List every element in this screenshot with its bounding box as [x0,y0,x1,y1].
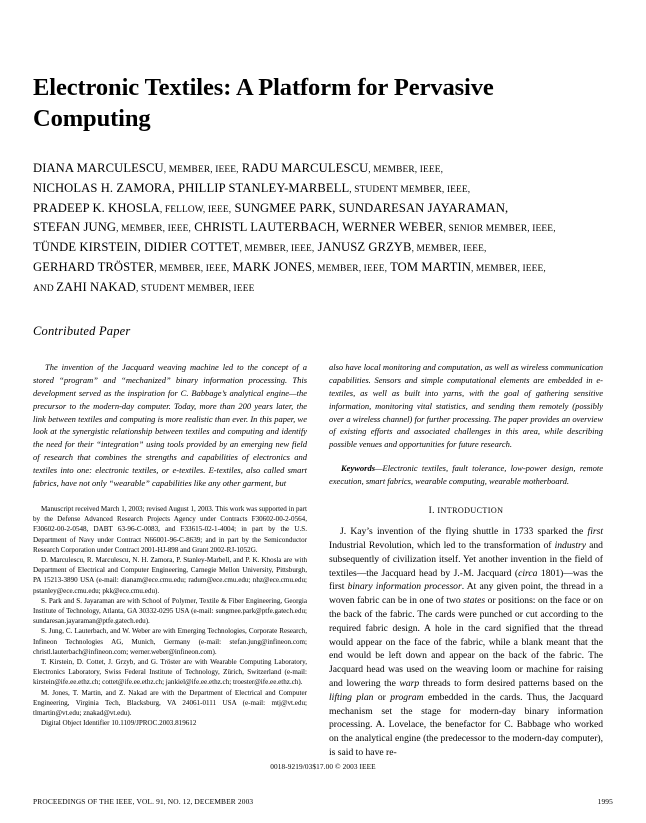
author-name: WERNER WEBER [342,220,444,235]
author-membership-rank: , MEMBER, IEEE, [411,244,487,255]
intro-em-binary-processor: binary information processor [347,581,462,593]
footnote-affiliation-vt: M. Jones, T. Martin, and Z. Nakad are with the Department of Electrical and Computer Engineering, Virginia Tech, Blacksburg, VA 24061-0111 USA (e-mail: mtj@vt.edu; tlmartin@vt.edu; znakad@vt.edu). [33,688,307,718]
author-membership-rank: , MEMBER, IEEE, [163,164,239,175]
intro-run-3: and subsequently of civilization itself. Yet another invention in the field of textiles—the Jacquard head by J.-M. Jacquard ( [329,539,603,579]
introduction-paragraph [329,525,603,760]
author-name: SUNDARESAN JAYARAMAN [338,200,506,215]
author-name: STEFAN JUNG [33,220,117,235]
keywords-line [329,462,603,488]
page-title: Electronic Textiles: A Platform for Pervasive Computing [33,74,494,133]
author-name: GERHARD TRÖSTER [33,260,155,275]
author-membership-rank: , MEMBER, IEEE, [239,244,315,255]
section-number: I. [428,506,435,517]
author-membership-rank: , STUDENT MEMBER, IEEE, [349,184,471,195]
author-membership-rank: , SENIOR MEMBER, IEEE, [443,224,556,235]
intro-em-program: program [390,691,424,703]
keywords-label: Keywords [341,463,375,474]
author-membership-rank: , MEMBER, IEEE, [116,224,191,235]
author-list [33,159,599,298]
author-name: DIANA MARCULESCU [33,160,164,175]
footnote-affiliation-infineon: S. Jung, C. Lauterbach, and W. Weber are with Emerging Technologies, Corporate Research, Infineon Technologies AG, Munich, Germany (e-mail: stefan.jung@infineon.com; christl.lauterbach@infineon.com; werner.weber@infineon.com). [33,627,307,656]
intro-run-7: threads to form desired patterns based on the [419,678,604,690]
page-content [33,0,613,823]
footer-page-number: 1995 [597,797,613,806]
footnote-affiliation-cmu: D. Marculescu, R. Marculescu, N. H. Zamora, P. Stanley-Marbell, and P. K. Khosla are with Department of Electrical and Computer Engineering, Carnegie Mellon University, Pittsburgh, PA 15213-3890 USA (e-mail: dianam@ece.cmu.edu; radum@ece.cmu.edu; nhz@ece.cmu.edu; pstanley@ece.cmu.edu; pkk@ece.cmu.edu). [33,556,307,595]
author-separator: , [137,240,141,255]
author-name: TOM MARTIN [390,260,471,275]
author-name: JANUSZ GRZYB [317,240,412,255]
footnote-manuscript: Manuscript received March 1, 2003; revised August 1, 2003. This work was supported in part by the Defense Advanced Research Projects Agency under Contracts F30602-00-2-0564, F30602-00-2-0548, DABT 63-96-C-0083, and F33615-02-1-4004; in part by the U.S. Department of Navy under Contract N66001-96-C-8639; and in part by the Semiconductor Research Corporation under Contract 2001-HJ-898 and Grant 2002-RJ-1052G. [33,505,307,554]
author-name: ZAHI NAKAD [56,280,136,295]
intro-run-8: or [373,691,391,703]
left-column [33,361,307,729]
author-conjunction: AND [33,284,57,295]
author-line [33,218,599,238]
abstract-text-left: The invention of the Jacquard weaving machine led to the concept of a stored “program” and “mechanized” binary information processing. This development served as the inspiration for C. Babbage’s analytical engine—the precursor to the modern-day computer. Today, more than 200 years later, the link between textiles and computing is more realistic than ever. In this paper, we look at the synergistic relationship between textiles and computing and identify the need for their “integration” using tools provided by an emerging new field of research that combines the strengths and capabilities of electronics and textiles into one: electronic textiles, or e-textiles. E-textiles, also called smart fabrics, have not only “wearable” capabilities like any other garment, but [33,361,307,489]
intro-em-states: states [463,595,486,607]
intro-em-first: first [587,526,603,538]
author-separator: , [335,220,340,235]
author-membership-rank: , MEMBER, IEEE, [312,264,388,275]
author-separator: , [505,200,509,215]
author-separator: , [171,180,175,195]
author-membership-rank: , MEMBER, IEEE, [368,164,444,175]
intro-run-9: embedded in the cards. Thus, the Jacquard mechanism set the stage for modern-day binary information processing. A. Lovelace, the benefactor for C. Babbage who worked on the analytical engine (the predecessor to the modern-day computer), is said to have re- [329,691,603,759]
author-separator: , [332,200,336,215]
intro-em-industry: industry [554,539,587,551]
footnote-block [33,504,307,728]
intro-run-2: Industrial Revolution, which led to the transformation of [329,539,555,551]
section-title: INTRODUCTION [437,506,504,516]
author-line [33,258,599,278]
author-name: MARK JONES [232,260,313,275]
copyright-line: 0018-9219/03$17.00 © 2003 IEEE [270,762,376,771]
author-name: CHRISTL LAUTERBACH [194,220,336,235]
right-column [329,361,603,760]
footnote-affiliation-ethz: T. Kirstein, D. Cottet, J. Grzyb, and G. Tröster are with Wearable Computing Laboratory, Electronics Laboratory, Swiss Federal Institute of Technology, Zürich, Switzerland (e-mail: kirstein@ife.ee.ethz.ch; cottet@ife.ee.ethz.ch; jankiel@ife.ee.ethz.ch; troester@ife.ee.ethz.ch). [33,658,307,687]
intro-em-warp: warp [399,678,420,690]
footnote-doi: Digital Object Identifier 10.1109/JPROC.2003.819612 [41,719,197,728]
author-line [33,238,599,258]
author-membership-rank: , MEMBER, IEEE, [154,264,230,275]
author-membership-rank: , STUDENT MEMBER, IEEE [135,284,255,295]
intro-run-4: 1801)—was the first [329,567,603,593]
column-spacer [329,488,603,506]
footnote-affiliation-gatech: S. Park and S. Jayaraman are with School of Polymer, Textile & Fiber Engineering, Georgia Institute of Technology, Atlanta, GA 30332-0295 USA (e-mail: sungmee.park@ptfe.gatech.edu; sundaresan.jayaraman@ptfe.gatech.edu). [33,596,307,626]
author-line [33,179,599,199]
author-name: TÜNDE KIRSTEIN [33,240,138,255]
paper-type-label: Contributed Paper [33,323,131,338]
intro-em-circa: circa [518,567,538,579]
intro-run-5: . At any given point, the thread in a woven fabric can be in one of two [329,581,603,607]
author-name: PHILLIP STANLEY-MARBELL [178,180,350,195]
author-line [33,159,599,179]
author-name: NICHOLAS H. ZAMORA [33,180,172,195]
author-name: RADU MARCULESCU [241,160,369,175]
title-block [33,0,613,135]
author-line [33,199,599,219]
author-name: SUNGMEE PARK [234,200,333,215]
intro-run-6: or positions: on the face or on the back of the fabric. The cards were punched or cut according to the required fabric design. A hole in the card signified that the thread would appear on the face of the fabric, while a blank meant that the end would be left down and appear on the back of the fabric. The Jacquard head was used on the weaving loom or machine for raising and lowering the [329,595,603,690]
author-membership-rank: , MEMBER, IEEE, [470,264,546,275]
section-heading-introduction [329,506,603,516]
author-membership-rank: , FELLOW, IEEE, [159,204,232,215]
author-line [33,278,599,298]
author-name: PRADEEP K. KHOSLA [33,200,160,215]
intro-run-1: J. Kay’s invention of the flying shuttle in 1733 sparked the [340,526,588,538]
intro-em-lifting-plan: lifting plan [329,691,374,703]
author-name: DIDIER COTTET [144,240,240,255]
footer-journal-info: PROCEEDINGS OF THE IEEE, VOL. 91, NO. 12, DECEMBER 2003 [33,797,254,806]
abstract-text-right: also have local monitoring and computation, as well as wireless communication capabilities. Sensors and simple computational elements are embedded in e-textiles, as well as built into yarns, with the goal of gathering sensitive information, monitoring vital statistics, and sending them remotely (possibly over a wireless channel) for further processing. The paper provides an overview of existing efforts and associated challenges in this area, while describing possible venues and opportunities for future research. [329,361,603,450]
keywords-values: —Electronic textiles, fault tolerance, low-power design, remote execution, smart fabrics, wearable computing, wearable motherboard. [329,463,603,487]
